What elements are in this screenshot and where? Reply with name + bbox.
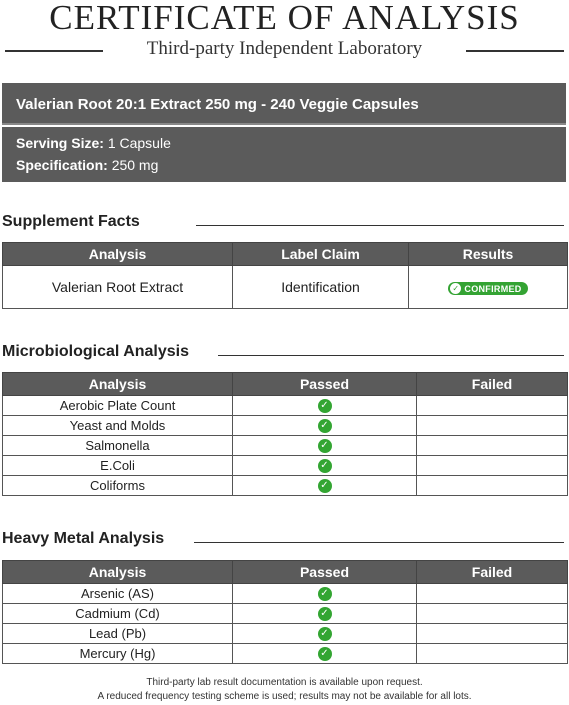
passed-cell: [233, 604, 417, 624]
column-header: Analysis: [3, 243, 233, 266]
footer-note-2: A reduced frequency testing scheme is used; results may not be available for all lots.: [97, 691, 472, 702]
supplement-facts-table: [2, 242, 568, 309]
analysis-cell: Mercury (Hg): [3, 644, 233, 664]
specification-value: 250 mg: [111, 157, 159, 173]
table-row: [3, 416, 568, 436]
table-row: [3, 584, 568, 604]
passed-cell: [233, 396, 417, 416]
heavy-metal-title: Heavy Metal Analysis: [2, 530, 165, 547]
supplement-facts-rule: [196, 225, 564, 226]
product-name-bar: [2, 83, 566, 125]
failed-cell: [417, 456, 568, 476]
column-header: Passed: [233, 561, 417, 584]
table-header-row: [3, 243, 568, 266]
confirmed-badge: [448, 282, 527, 295]
failed-cell: [417, 604, 568, 624]
serving-size-value: 1 Capsule: [107, 135, 171, 151]
analysis-cell: Valerian Root Extract: [3, 266, 233, 309]
passed-cell: [233, 476, 417, 496]
check-icon: ✓: [318, 479, 332, 493]
analysis-cell: Coliforms: [3, 476, 233, 496]
serving-size-label: Serving Size:: [16, 135, 104, 151]
analysis-cell: Cadmium (Cd): [3, 604, 233, 624]
column-header: Passed: [233, 373, 417, 396]
heavy-metal-rule: [194, 542, 564, 543]
table-row: [3, 476, 568, 496]
analysis-cell: Yeast and Molds: [3, 416, 233, 436]
specification: [16, 157, 158, 173]
passed-cell: [233, 436, 417, 456]
passed-cell: [233, 584, 417, 604]
check-icon: ✓: [318, 627, 332, 641]
heavy-metal-header: [0, 530, 569, 554]
supplement-facts-title: Supplement Facts: [2, 213, 140, 230]
table-row: [3, 644, 568, 664]
analysis-cell: Salmonella: [3, 436, 233, 456]
supplement-facts-header: [0, 213, 569, 237]
check-icon: ✓: [452, 284, 460, 293]
product-details-bar: [2, 127, 566, 182]
confirmed-label: CONFIRMED: [464, 283, 522, 294]
footer-note-1: Third-party lab result documentation is available upon request.: [146, 677, 423, 688]
serving-size: [16, 135, 171, 151]
analysis-cell: E.Coli: [3, 456, 233, 476]
passed-cell: [233, 624, 417, 644]
failed-cell: [417, 584, 568, 604]
column-header: Analysis: [3, 561, 233, 584]
table-row: [3, 396, 568, 416]
table-row: [3, 436, 568, 456]
microbiological-header: [0, 343, 569, 367]
microbiological-title: Microbiological Analysis: [2, 343, 190, 360]
check-icon: ✓: [318, 439, 332, 453]
table-header-row: [3, 561, 568, 584]
heavy-metal-table: [2, 560, 568, 664]
table-row: [3, 604, 568, 624]
table-row: [3, 624, 568, 644]
analysis-cell: Arsenic (AS): [3, 584, 233, 604]
document-title: CERTIFICATE OF ANALYSIS: [49, 0, 520, 37]
passed-cell: [233, 416, 417, 436]
passed-cell: [233, 644, 417, 664]
check-icon: ✓: [318, 419, 332, 433]
check-icon: ✓: [318, 647, 332, 661]
analysis-cell: Lead (Pb): [3, 624, 233, 644]
failed-cell: [417, 624, 568, 644]
failed-cell: [417, 416, 568, 436]
label-claim-cell: Identification: [233, 266, 409, 309]
table-row: [3, 456, 568, 476]
failed-cell: [417, 476, 568, 496]
result-cell: [409, 266, 568, 309]
column-header: Results: [409, 243, 568, 266]
subtitle-rule-right: [466, 50, 564, 52]
specification-label: Specification:: [16, 157, 108, 173]
document-subtitle: Third-party Independent Laboratory: [146, 38, 423, 59]
column-header: Failed: [417, 561, 568, 584]
check-icon: ✓: [318, 459, 332, 473]
analysis-cell: Aerobic Plate Count: [3, 396, 233, 416]
column-header: Analysis: [3, 373, 233, 396]
column-header: Failed: [417, 373, 568, 396]
failed-cell: [417, 644, 568, 664]
table-header-row: [3, 373, 568, 396]
table-row: [3, 266, 568, 309]
check-icon: ✓: [318, 607, 332, 621]
column-header: Label Claim: [233, 243, 409, 266]
check-icon: ✓: [318, 399, 332, 413]
product-name: Valerian Root 20:1 Extract 250 mg - 240 Veggie Capsules: [16, 96, 419, 113]
check-icon: ✓: [318, 587, 332, 601]
passed-cell: [233, 456, 417, 476]
microbiological-table: [2, 372, 568, 496]
failed-cell: [417, 436, 568, 456]
microbiological-rule: [218, 355, 564, 356]
failed-cell: [417, 396, 568, 416]
subtitle-row: [0, 36, 569, 64]
